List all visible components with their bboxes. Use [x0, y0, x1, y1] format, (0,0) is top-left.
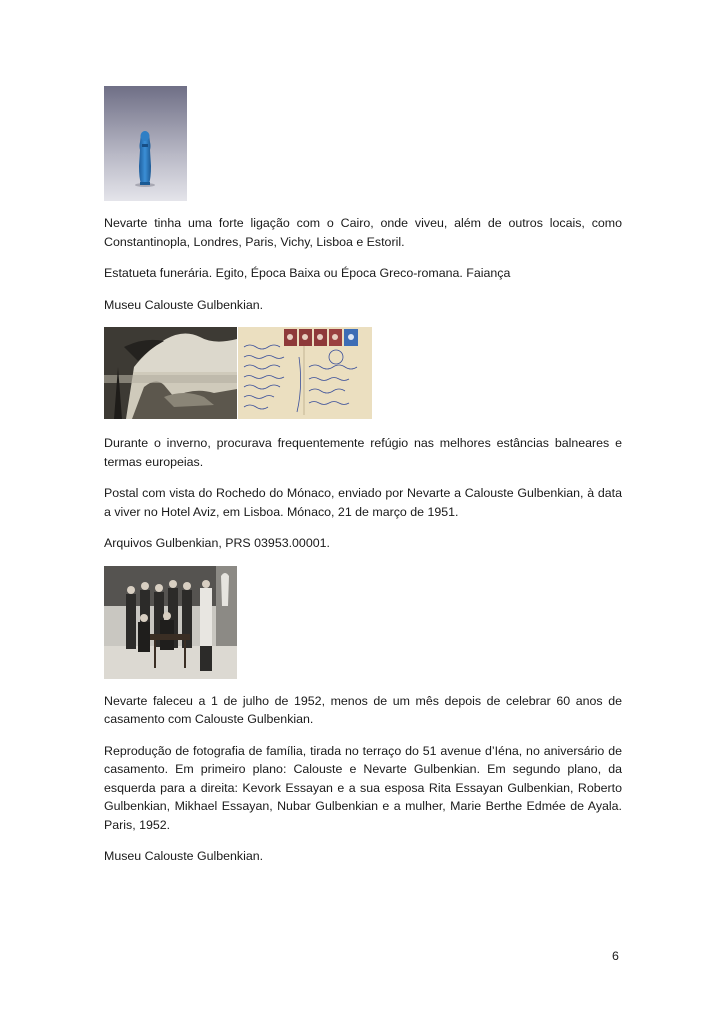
paragraph-cairo: Nevarte tinha uma forte ligação com o Cairo, onde viveu, além de outros locais, como Constantinopla, Londres, Paris, Vichy, Lisboa e Estoril.	[104, 216, 622, 249]
caption-statue: Estatueta funerária. Egito, Época Baixa ou Época Greco-romana. Faiança	[104, 266, 511, 280]
page-content	[104, 86, 622, 879]
credit-postcard: Arquivos Gulbenkian, PRS 03953.00001.	[104, 536, 330, 550]
statue-image	[104, 86, 187, 201]
credit-family-photo: Museu Calouste Gulbenkian.	[104, 849, 264, 863]
credit-statue: Museu Calouste Gulbenkian.	[104, 297, 264, 312]
family-photo-image	[104, 566, 237, 679]
postcard-image	[104, 327, 372, 419]
paragraph-death: Nevarte faleceu a 1 de julho de 1952, menos de um mês depois de celebrar 60 anos de casamento com Calouste Gulbenkian.	[104, 693, 622, 726]
page-number: 6	[612, 949, 619, 963]
caption-postcard: Postal com vista do Rochedo do Mónaco, enviado por Nevarte a Calouste Gulbenkian, à data a viver no Hotel Aviz, em Lisboa. Mónaco, 21 de março de 1951.	[104, 486, 622, 519]
paragraph-winter: Durante o inverno, procurava frequentemente refúgio nas melhores estâncias balneares e termas europeias.	[104, 436, 622, 469]
caption-family-photo: Reprodução de fotografia de família, tirada no terraço do 51 avenue d’Iéna, no aniversário de casamento. Em primeiro plano: Calouste e Nevarte Gulbenkian. Em segundo plano, da esquerda para a direita: Kevork Essayan e a sua esposa Rita Essayan Gulbenkian, Roberto Gulbenkian, Mikhael Essayan, Nubar Gulbenkian e a mulher, Marie Berthe Edmée de Ayala. Paris, 1952.	[104, 743, 622, 832]
